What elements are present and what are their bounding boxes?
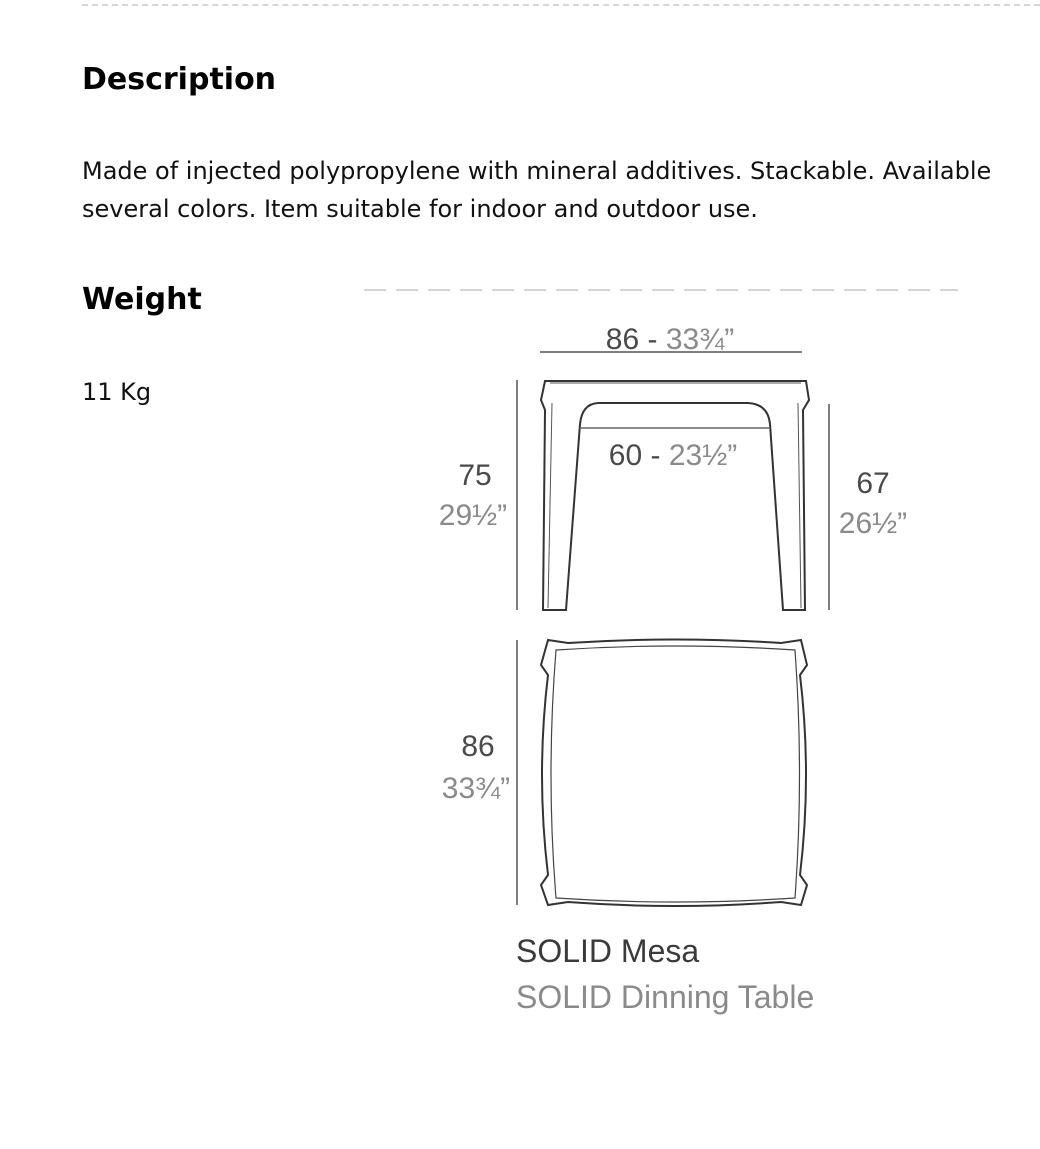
top-width-inches: 33¾”	[665, 323, 735, 356]
height-clearance-inches: 26½”	[838, 507, 908, 540]
table-top-inner-outline	[551, 646, 800, 902]
product-name-en: SOLID Dinning Table	[516, 979, 815, 1015]
depth-inches: 33¾”	[441, 772, 511, 805]
table-front-left-leg-edge	[548, 403, 552, 608]
top-width-separator: -	[639, 323, 666, 356]
height-clearance-cm: 67	[856, 467, 890, 500]
description-text	[82, 152, 1040, 228]
height-total-inches: 29½”	[438, 499, 508, 532]
table-dimension-diagram	[360, 280, 960, 1020]
description-text-line-1: Made of injected polypropylene with mineral additives. Stackable. Available	[82, 157, 992, 185]
description-heading: Description	[82, 62, 277, 97]
product-name-es: SOLID Mesa	[516, 933, 700, 969]
table-top-outline	[541, 640, 807, 907]
depth-cm: 86	[461, 730, 495, 763]
weight-value: 11 Kg	[82, 378, 152, 406]
inner-width-cm: 60	[608, 439, 643, 472]
height-total-cm: 75	[458, 459, 492, 492]
table-front-right-leg-edge	[798, 403, 801, 608]
top-width-cm: 86	[605, 323, 640, 356]
inner-width-separator: -	[642, 439, 669, 472]
inner-width-label	[609, 439, 737, 472]
description-text-line-2: several colors. Item suitable for indoor and outdoor use.	[82, 195, 758, 223]
table-front-outline	[541, 381, 809, 610]
top-width-label	[606, 323, 734, 356]
top-divider	[82, 4, 1040, 6]
weight-heading: Weight	[82, 282, 202, 317]
inner-width-inches: 23½”	[668, 439, 738, 472]
